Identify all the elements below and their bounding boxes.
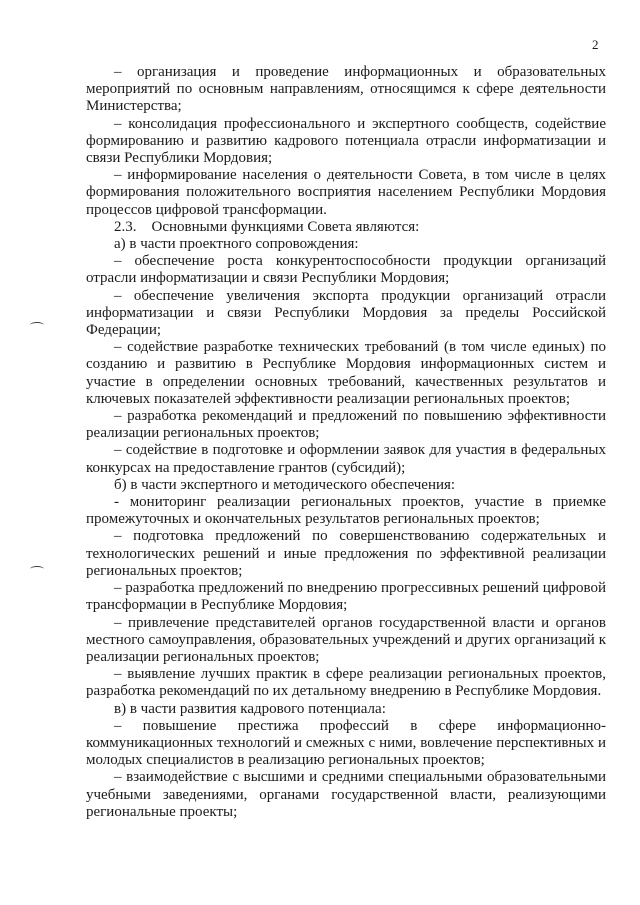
paragraph: – подготовка предложений по совершенствованию содержательных и технологических решений и иные предложения по эффективной реализации региональных проектов; — [86, 528, 606, 579]
paragraph: – разработка рекомендаций и предложений по повышению эффективности реализации региональных проектов; — [86, 408, 606, 442]
document-body — [86, 64, 606, 821]
paragraph: – консолидация профессионального и экспертного сообществ, содействие формированию и развитию кадрового потенциала отрасли информатизации и связи Республики Мордовия; — [86, 115, 606, 167]
subsection-heading: б) в части экспертного и методического обеспечения: — [114, 476, 456, 493]
margin-mark — [30, 566, 44, 572]
subsection-heading: а) в части проектного сопровождения: — [114, 236, 359, 253]
paragraph: – организация и проведение информационных и образовательных мероприятий по основным направлениям, относящимся к сфере деятельности Министерства; — [86, 64, 606, 115]
paragraph: – разработка предложений по внедрению прогрессивных решений цифровой трансформации в Республике Мордовия; — [86, 580, 606, 614]
paragraph: – информирование населения о деятельности Совета, в том числе в целях формирования положительного восприятия населением Республики Мордовия процессов цифровой трансформации. — [86, 167, 606, 218]
subsection-heading: в) в части развития кадрового потенциала: — [114, 700, 386, 717]
section-heading: 2.3. Основными функциями Совета являются: — [114, 218, 420, 235]
page-number: 2 — [592, 37, 599, 52]
paragraph: – содействие разработке технических требований (в том числе единых) по созданию и развитию в Республике Мордовия информационных систем и участие в определении основных требований, качественных результатов и ключевых показателей эффективности реализации региональных проектов; — [86, 339, 606, 407]
paragraph: – обеспечение роста конкурентоспособности продукции организаций отрасли информатизации и связи Республики Мордовия; — [86, 253, 606, 287]
margin-mark — [30, 322, 44, 328]
paragraph: - мониторинг реализации региональных проектов, участие в приемке промежуточных и окончательных результатов региональных проектов; — [86, 494, 606, 528]
paragraph: – взаимодействие с высшими и средними специальными образовательными учебными заведениями, органами государственной власти, реализующими региональные проекты; — [86, 769, 606, 820]
paragraph: – привлечение представителей органов государственной власти и органов местного самоуправления, образовательных учреждений и других организаций к реализации региональных проектов; — [86, 614, 606, 665]
paragraph: – выявление лучших практик в сфере реализации региональных проектов, разработка рекомендаций по их детальному внедрению в Республике Мордовия. — [86, 666, 606, 700]
paragraph: – обеспечение увеличения экспорта продукции организаций отрасли информатизации и связи Республики Мордовия за пределы Российской Федерации; — [86, 287, 606, 339]
paragraph: – повышение престижа профессий в сфере информационно-коммуникационных технологий и смежных с ними, вовлечение перспективных и молодых специалистов в реализацию региональных проектов; — [86, 717, 606, 769]
paragraph: – содействие в подготовке и оформлении заявок для участия в федеральных конкурсах на предоставление грантов (субсидий); — [86, 442, 606, 476]
